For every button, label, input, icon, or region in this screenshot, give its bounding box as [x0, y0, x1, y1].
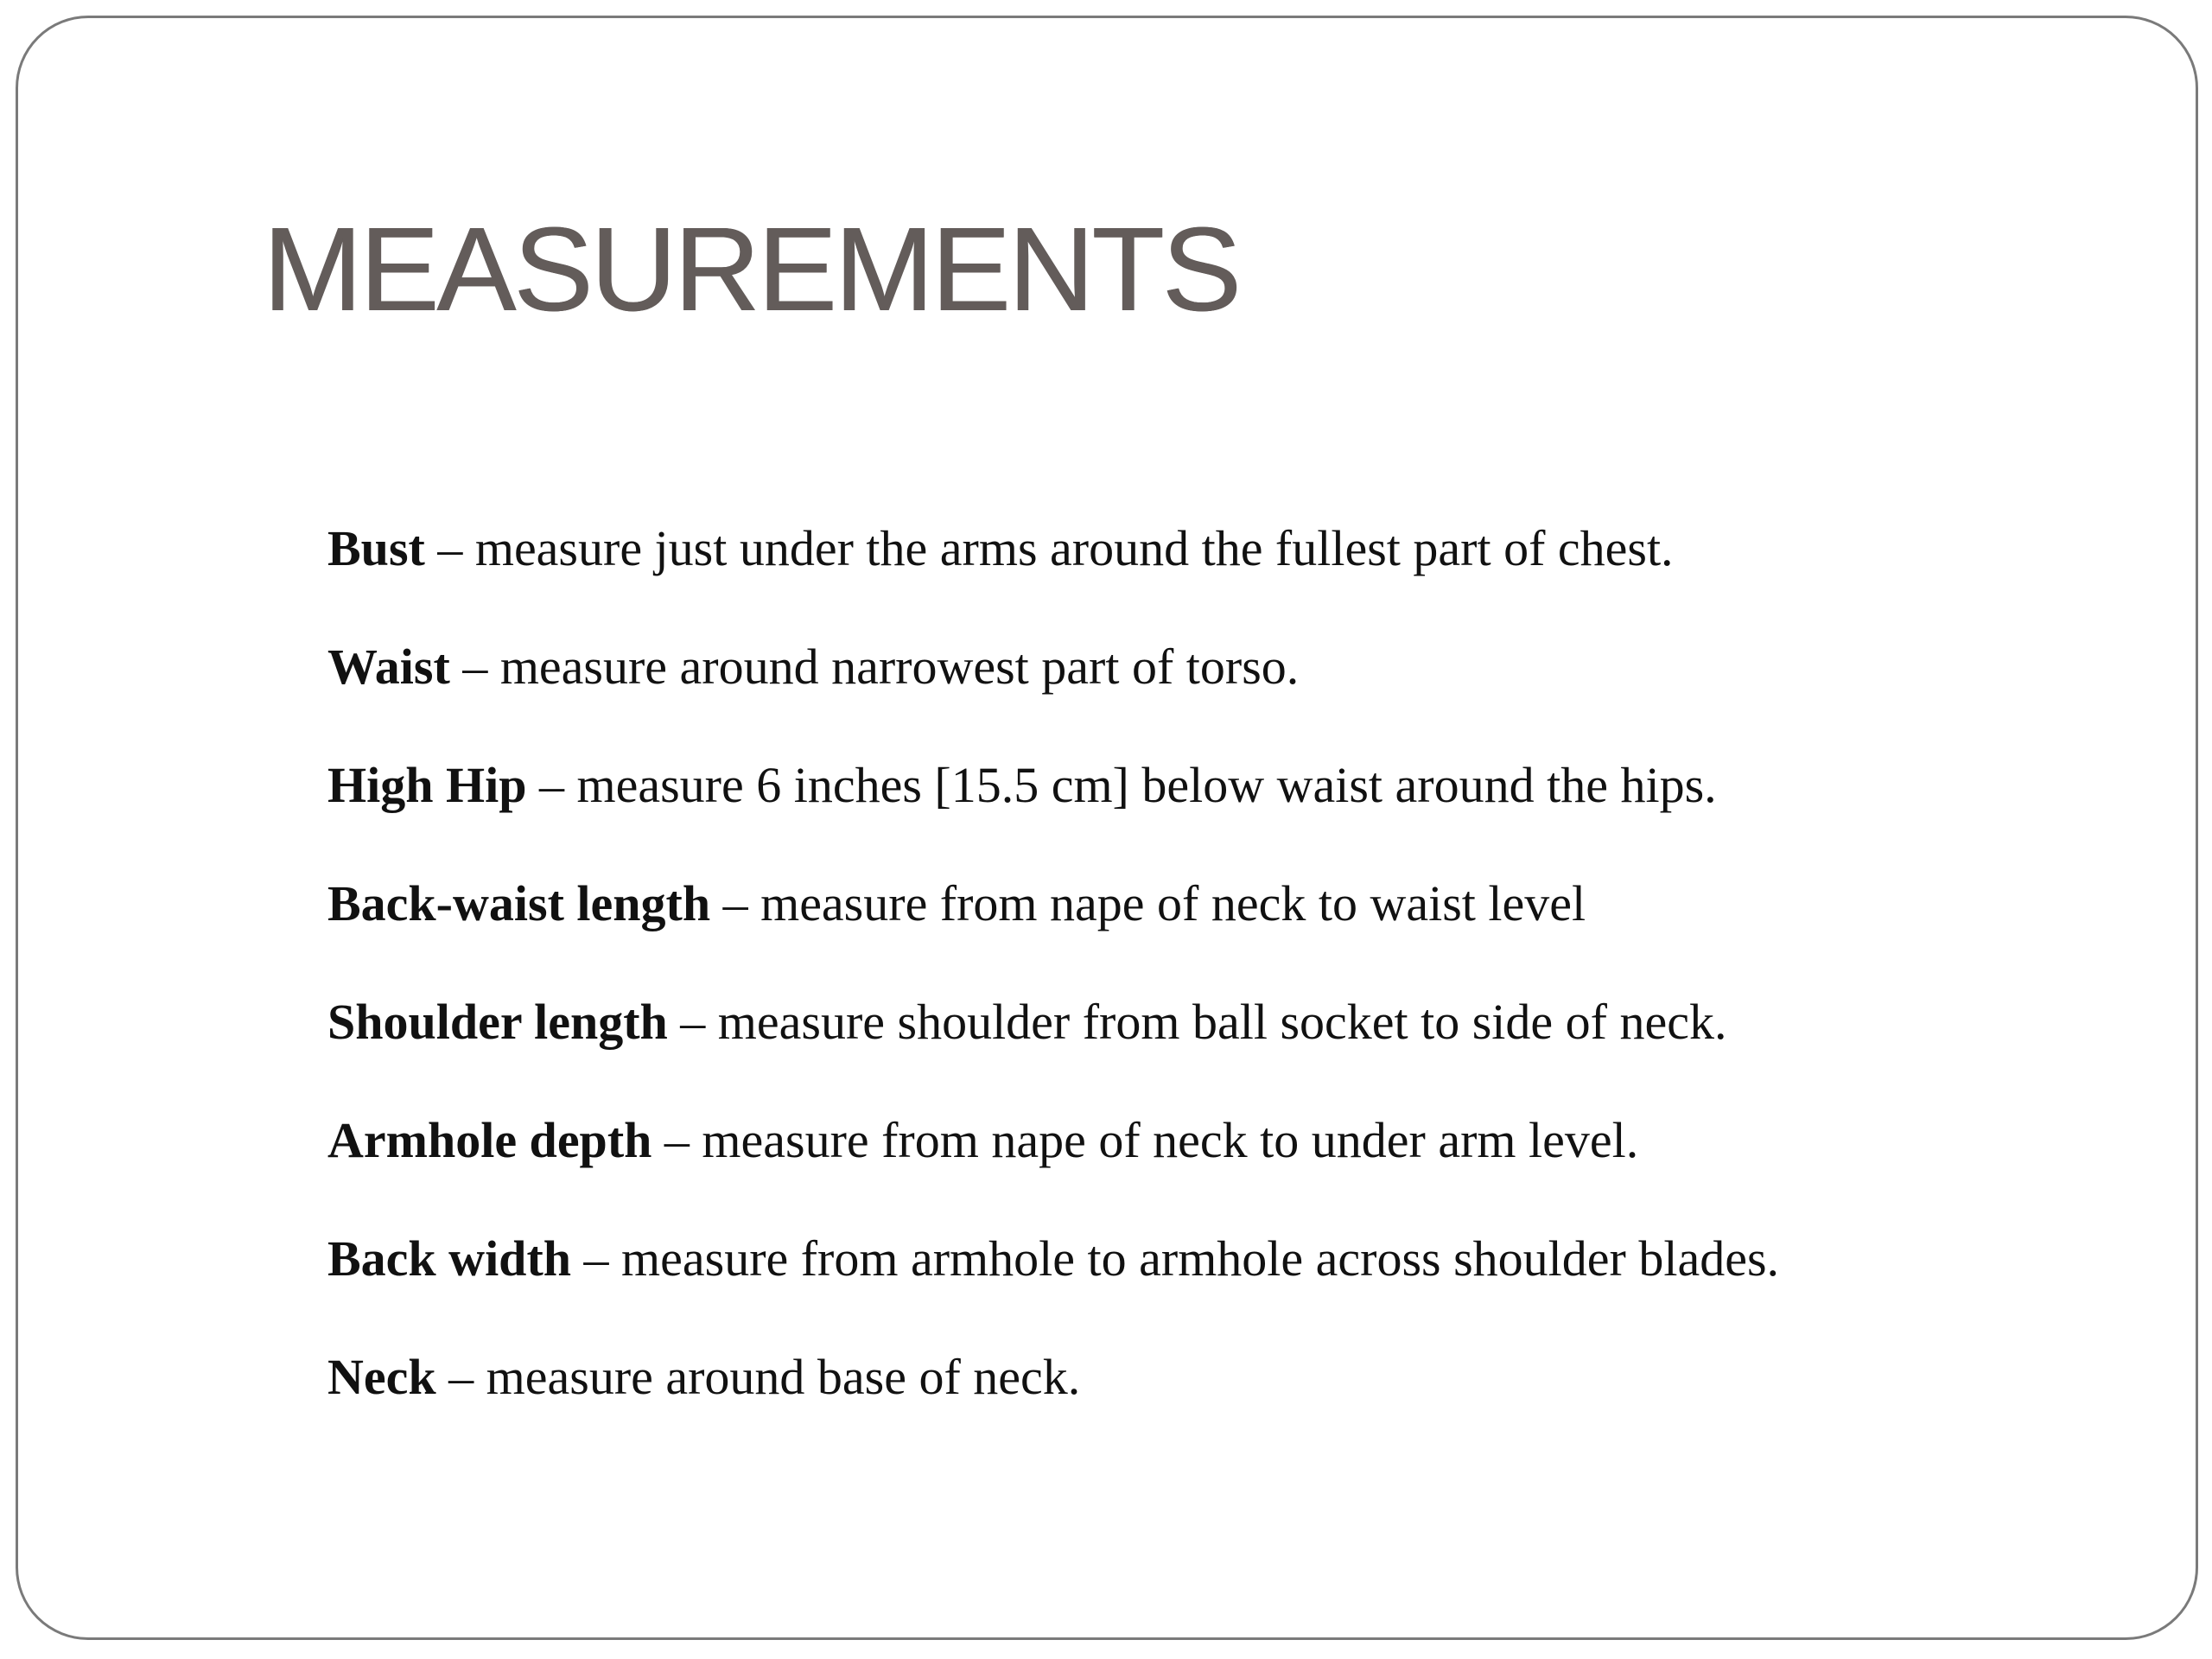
term-label: Neck — [327, 1349, 436, 1405]
term-description: – measure from nape of neck to waist level — [722, 875, 1586, 931]
list-item-bust — [327, 489, 1779, 607]
term-label: Waist — [327, 639, 450, 695]
slide-title: MEASUREMENTS — [263, 203, 1239, 336]
term-description: – measure 6 inches [15.5 cm] below waist around the hips. — [538, 757, 1717, 813]
term-description: – measure just under the arms around the fullest part of chest. — [437, 520, 1674, 576]
term-label: Armhole depth — [327, 1112, 652, 1168]
list-item-back-waist-length — [327, 844, 1779, 963]
list-item-waist — [327, 607, 1779, 726]
term-label: Back-waist length — [327, 875, 711, 931]
list-item-high-hip — [327, 726, 1779, 844]
term-description: – measure from armhole to armhole across shoulder blades. — [583, 1230, 1780, 1287]
term-label: High Hip — [327, 757, 527, 813]
list-item-back-width — [327, 1199, 1779, 1318]
term-description: – measure from nape of neck to under arm level. — [664, 1112, 1639, 1168]
list-item-shoulder-length — [327, 963, 1779, 1081]
term-label: Bust — [327, 520, 425, 576]
term-label: Shoulder length — [327, 994, 668, 1050]
term-label: Back width — [327, 1230, 572, 1287]
slide-frame — [16, 16, 2198, 1640]
list-item-neck — [327, 1318, 1779, 1436]
term-description: – measure shoulder from ball socket to side of neck. — [680, 994, 1727, 1050]
term-description: – measure around base of neck. — [448, 1349, 1081, 1405]
list-item-armhole-depth — [327, 1081, 1779, 1199]
measurement-list — [327, 489, 1779, 1436]
term-description: – measure around narrowest part of torso. — [462, 639, 1300, 695]
